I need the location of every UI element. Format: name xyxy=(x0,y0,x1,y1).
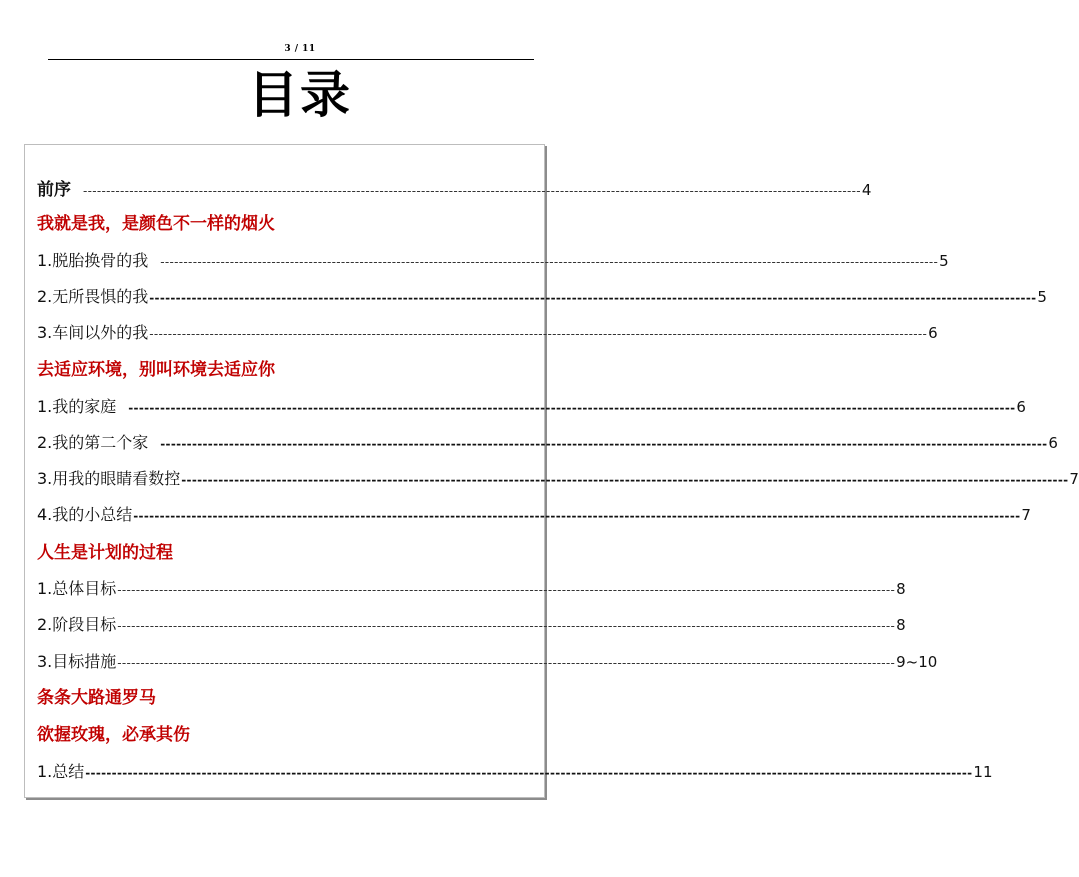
toc-leader: ------------------------------------------------------------------------------------------------------------------------------------------------------------------------ xyxy=(149,327,928,341)
section-heading[interactable]: 去适应环境，别叫环境去适应你 xyxy=(37,360,275,380)
section-heading[interactable]: 人生是计划的过程 xyxy=(37,543,173,563)
toc-leader: ------------------------------------------------------------------------------------------------------------------------------------------------------------------------ xyxy=(149,291,1037,305)
section-heading[interactable]: 我就是我，是颜色不一样的烟火 xyxy=(37,214,275,234)
toc-entry-page: 9~10 xyxy=(896,653,938,671)
toc-entry-label: 2.无所畏惧的我 xyxy=(37,287,149,306)
section-heading[interactable]: 条条大路通罗马 xyxy=(37,688,156,708)
toc-entry[interactable] xyxy=(37,284,1047,307)
toc-entry-label: 前序 xyxy=(37,180,71,200)
toc-entry-label: 2.我的第二个家 xyxy=(37,433,149,452)
page-indicator: 3 / 11 xyxy=(284,44,316,54)
toc-entry[interactable] xyxy=(37,759,993,782)
toc-entry-label: 3.目标措施 xyxy=(37,652,117,671)
toc-leader: ------------------------------------------------------------------------------------------------------------------------------------------------------------------------ xyxy=(133,509,1021,523)
toc-entry-preface[interactable] xyxy=(37,175,872,200)
toc-entry-page: 5 xyxy=(1037,288,1047,306)
toc-entry-label: 1.脱胎换骨的我 xyxy=(37,251,149,270)
toc-entry[interactable] xyxy=(37,320,938,343)
toc-entry-label: 1.总结 xyxy=(37,762,85,781)
toc-entry[interactable] xyxy=(37,502,1031,525)
toc-entry-label: 3.用我的眼睛看数控 xyxy=(37,469,181,488)
toc-entry-label: 1.总体目标 xyxy=(37,579,117,598)
toc-box xyxy=(24,144,1079,798)
toc-entry-page: 4 xyxy=(861,181,872,199)
toc-entry-page: 8 xyxy=(896,580,906,598)
toc-entry-page: 7 xyxy=(1021,506,1031,524)
toc-leader: ------------------------------------------------------------------------------------------------------------------------------------------------------------------------ xyxy=(160,255,939,269)
toc-entry-label: 3.车间以外的我 xyxy=(37,323,149,342)
toc-leader: ------------------------------------------------------------------------------------------------------------------------------------------------------------------------ xyxy=(117,656,896,670)
toc-leader: ------------------------------------------------------------------------------------------------------------------------------------------------------------------------ xyxy=(83,184,861,198)
toc-entry-label: 2.阶段目标 xyxy=(37,615,117,634)
toc-entry[interactable] xyxy=(37,649,938,672)
header-rule xyxy=(48,59,534,60)
toc-entry-label: 4.我的小总结 xyxy=(37,505,133,524)
toc-entry[interactable] xyxy=(37,576,906,599)
toc-entry-page: 6 xyxy=(1048,434,1058,452)
toc-leader: ------------------------------------------------------------------------------------------------------------------------------------------------------------------------ xyxy=(128,401,1016,415)
toc-entry[interactable] xyxy=(37,394,1026,417)
toc-entry[interactable] xyxy=(37,612,906,635)
toc-leader: ------------------------------------------------------------------------------------------------------------------------------------------------------------------------ xyxy=(85,766,973,780)
toc-entry-page: 8 xyxy=(896,616,906,634)
toc-leader: ------------------------------------------------------------------------------------------------------------------------------------------------------------------------ xyxy=(160,437,1048,451)
toc-leader: ------------------------------------------------------------------------------------------------------------------------------------------------------------------------ xyxy=(181,473,1069,487)
toc-entry[interactable] xyxy=(37,466,1079,489)
toc-leader: ------------------------------------------------------------------------------------------------------------------------------------------------------------------------ xyxy=(117,583,896,597)
toc-entry-label: 1.我的家庭 xyxy=(37,397,117,416)
toc-entry-page: 6 xyxy=(928,324,938,342)
toc-entry-page: 6 xyxy=(1016,398,1026,416)
toc-entry[interactable] xyxy=(37,430,1058,453)
toc-entry-page: 7 xyxy=(1069,470,1079,488)
toc-leader: ------------------------------------------------------------------------------------------------------------------------------------------------------------------------ xyxy=(117,619,896,633)
section-heading[interactable]: 欲握玫瑰，必承其伤 xyxy=(37,725,190,745)
document-title: 目录 xyxy=(248,65,352,124)
toc-entry-page: 11 xyxy=(973,763,993,781)
toc-entry[interactable] xyxy=(37,248,949,271)
toc-entry-page: 5 xyxy=(939,252,949,270)
